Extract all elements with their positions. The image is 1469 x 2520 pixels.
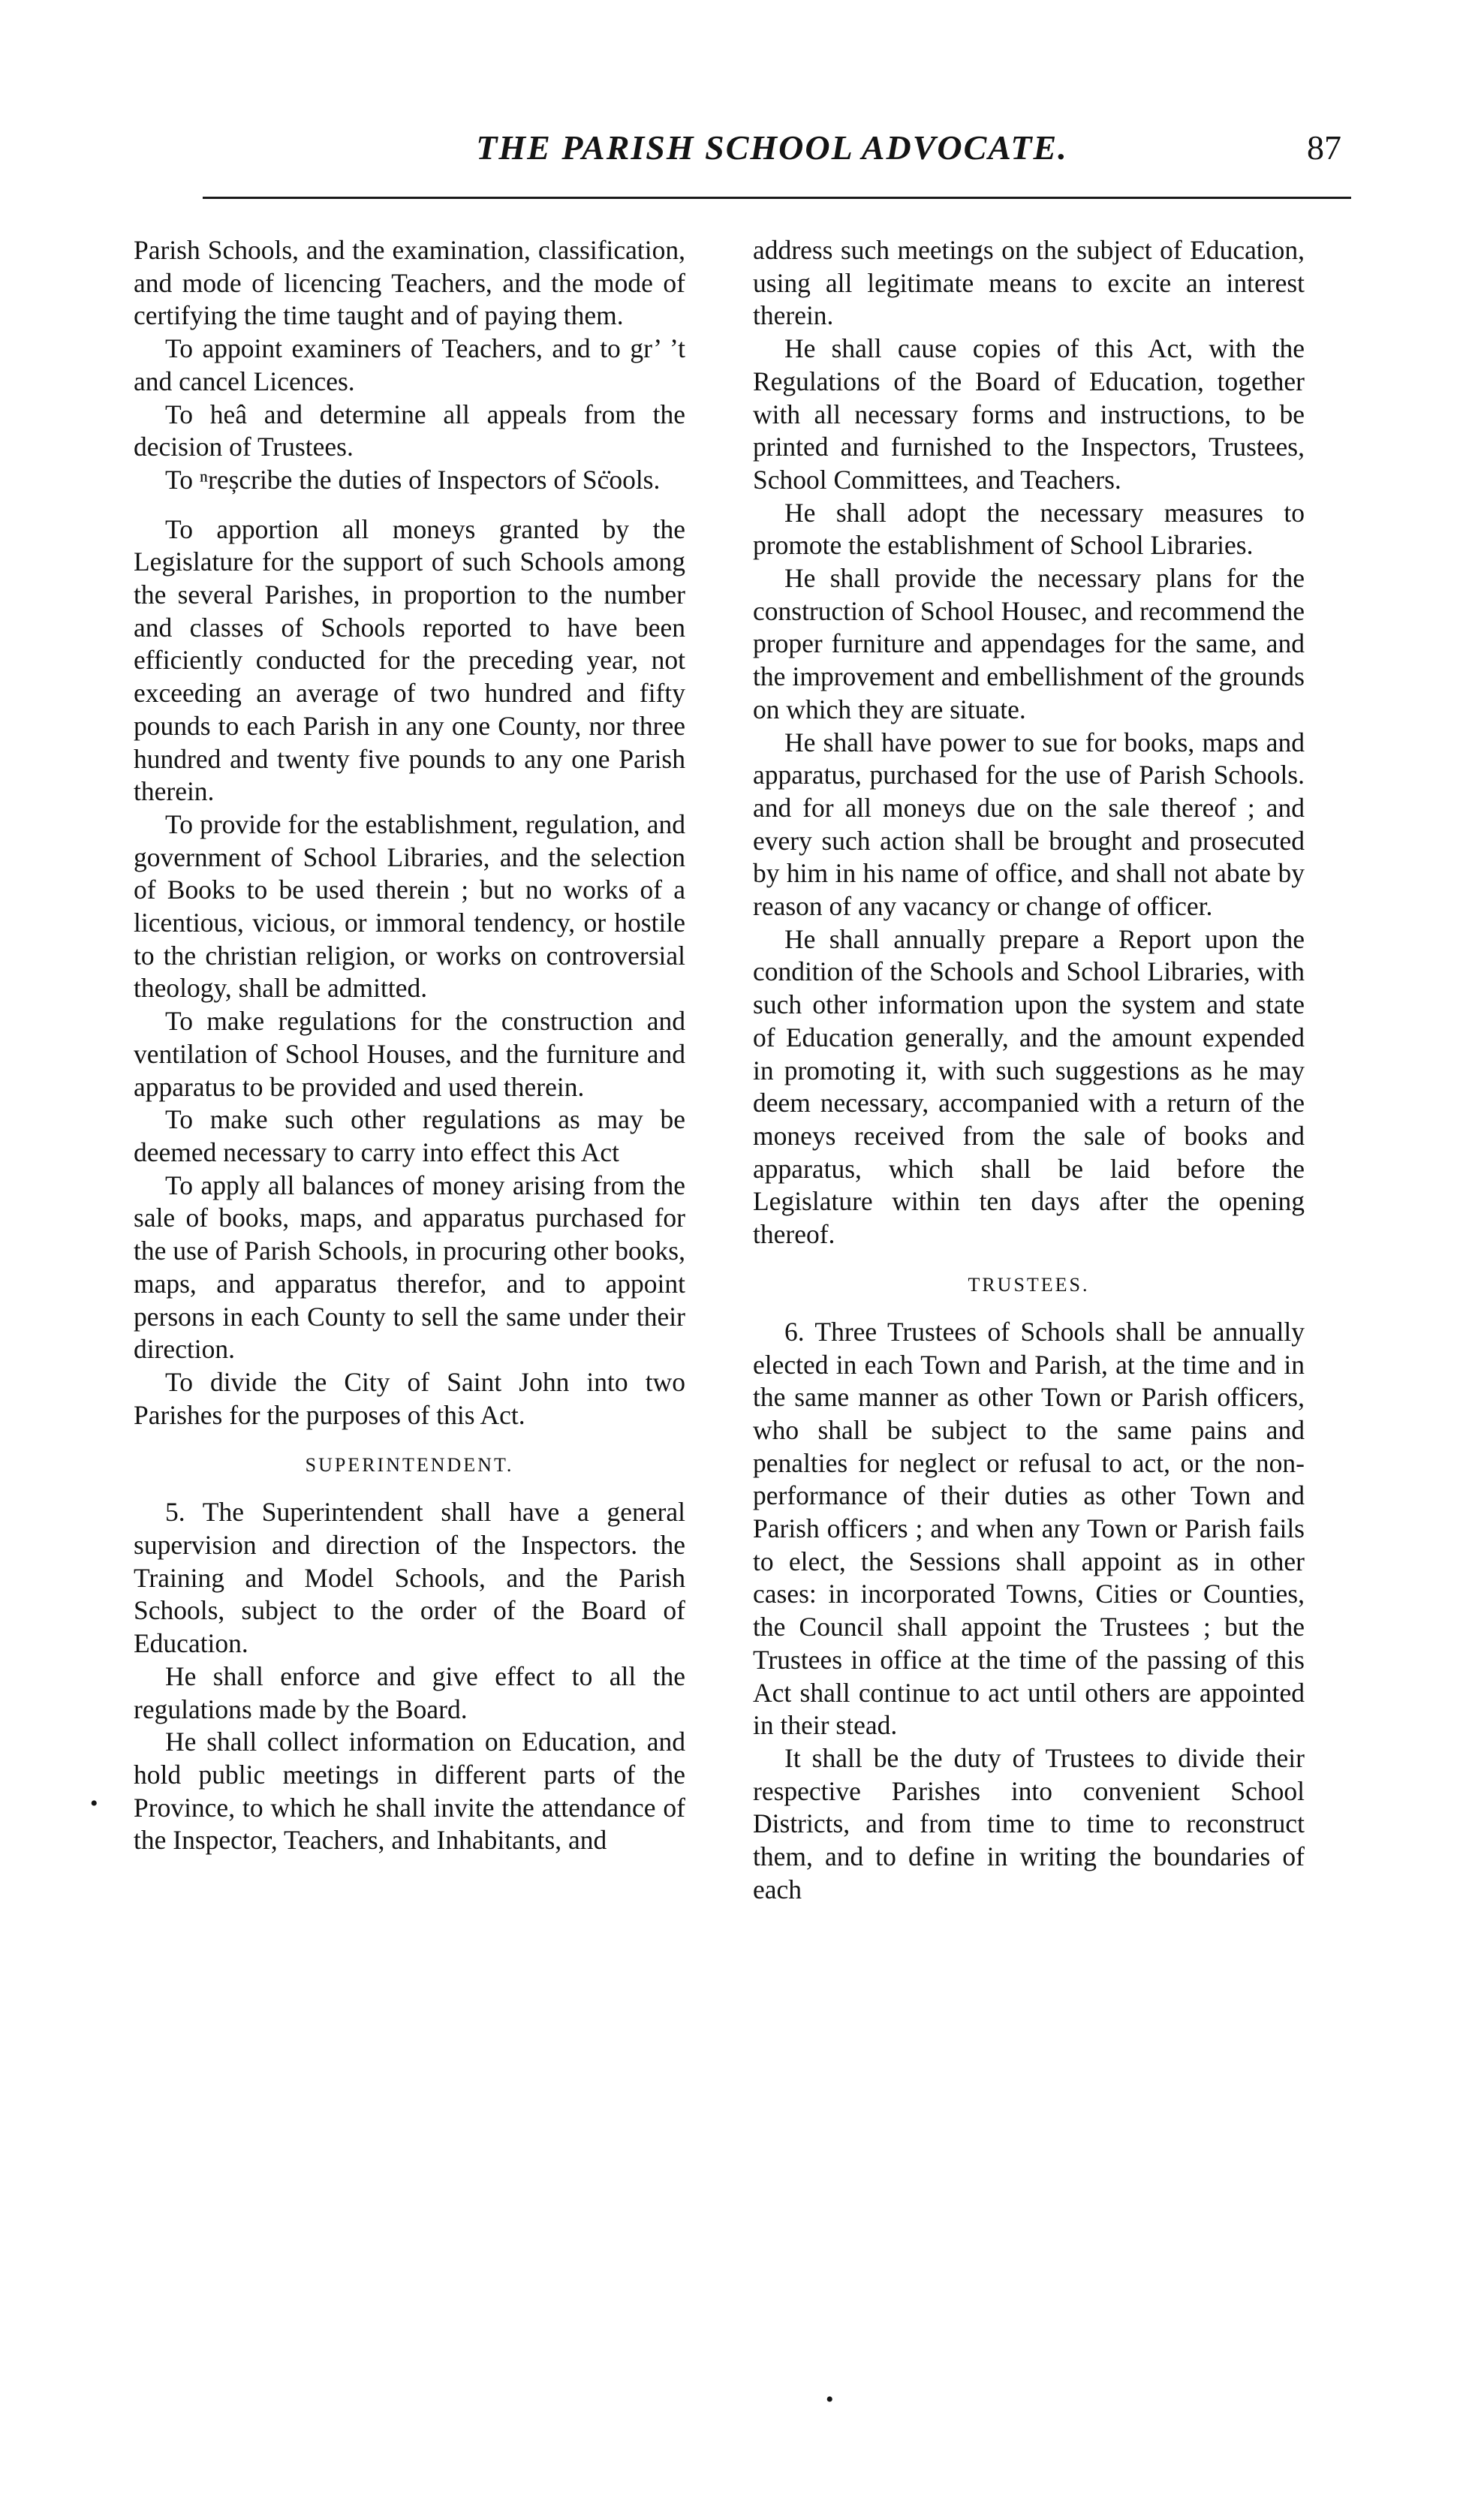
paragraph: He shall adopt the necessary measures to promote the establishment of School Libraries. xyxy=(753,497,1305,561)
running-head xyxy=(203,128,1341,180)
paragraph: 6. Three Trustees of Schools shall be annually elected in each Town and Parish, at the time and in the same manner as other Town or Parish officers, who shall be subject to the same pains and penalties for neglect or refusal to act, or the non-performance of their duties as other Town and Parish officers ; and when any Town or Parish fails to elect, the Sessions shall appoint as in other cases: in incorporated Towns, Cities or Counties, the Council shall appoint the Trustees ; but the Trustees in office at the time of the passing of this Act shall continue to act until others are appointed in their stead. xyxy=(753,1316,1305,1741)
section-heading-superintendent: SUPERINTENDENT. xyxy=(305,1454,514,1477)
section-heading-trustees: TRUSTEES. xyxy=(968,1273,1090,1296)
paragraph: To divide the City of Saint John into two Parishes for the purposes of this Act. xyxy=(134,1366,685,1430)
paragraph: To make such other regulations as may be deemed necessary to carry into effect this Act xyxy=(134,1104,685,1167)
paragraph: He shall annually prepare a Report upon the condition of the Schools and School Libraries, with such other information upon the system and state of Education generally, and the amount expended in promoting it, with such suggestions as he may deem necessary, accompanied with a return of the moneys received from the sale of books and apparatus, which shall be laid before the Legislature within ten days after the opening thereof. xyxy=(753,923,1305,1250)
stray-dot-mark: • xyxy=(826,2387,834,2412)
paragraph: He shall provide the necessary plans for the construction of School Housec, and recommend the proper furniture and appendages for the same, and the improvement and embellishment of the grounds on which they are situate. xyxy=(753,563,1305,724)
paragraph: He shall enforce and give effect to all the regulations made by the Board. xyxy=(134,1660,685,1724)
margin-bullet-mark: • xyxy=(90,1791,98,1816)
paragraph: He shall collect information on Education, and hold public meetings in different parts of the Province, to which he shall invite the attendance of the Inspector, Teachers, and Inhabitants, and xyxy=(134,1727,685,1856)
paragraph: To make regulations for the construction and ventilation of School Houses, and the furniture and apparatus to be provided and used therein. xyxy=(134,1006,685,1102)
paragraph: It shall be the duty of Trustees to divide their respective Parishes into convenient School Districts, and from time to time to reconstruct them, and to define in writing the boundaries of each xyxy=(753,1742,1305,1904)
paragraph: To heâ and determine all appeals from the decision of Trustees. xyxy=(134,399,685,462)
paragraph: 5. The Superintendent shall have a general supervision and direction of the Inspectors. the Training and Model Schools, and the Parish Schools, subject to the order of the Board of Education. xyxy=(134,1497,685,1659)
header-rule xyxy=(203,197,1351,199)
paragraph: To apportion all moneys granted by the Legislature for the support of such Schools among the several Parishes, in proportion to the number and classes of Schools reported to have been efficiently conducted for the preceding year, not exceeding an average of two hundred and fifty pounds to each Parish in any one County, nor three hundred and twenty five pounds to any one Parish therein. xyxy=(134,513,685,807)
paragraph: address such meetings on the subject of Education, using all legitimate means to excite an interest therein. xyxy=(753,235,1305,331)
page-number: 87 xyxy=(1307,128,1341,167)
paragraph: To provide for the establishment, regulation, and government of School Libraries, and the selection of Books to be used therein ; but no works of a licentious, vicious, or immoral tendency, or hostile to the christian religion, or works on controversial theology, shall be admitted. xyxy=(134,808,685,1004)
paragraph: To ⁿreșcribe the duties of Inspectors of Sċ̇ools. xyxy=(165,464,661,495)
right-column xyxy=(753,234,1305,1906)
paragraph: Parish Schools, and the examination, classification, and mode of licencing Teachers, and the mode of certifying the time taught and of paying them. xyxy=(134,235,685,331)
paragraph: He shall cause copies of this Act, with the Regulations of the Board of Education, together with all necessary forms and instructions, to be printed and furnished to the Inspectors, Trustees, School Committees, and Teachers. xyxy=(753,333,1305,495)
running-title: THE PARISH SCHOOL ADVOCATE. xyxy=(476,128,1068,167)
paragraph: To apply all balances of money arising from the sale of books, maps, and apparatus purchased for the use of Parish Schools, in procuring other books, maps, and apparatus therefor, and to appoint persons in each County to sell the same under their direction. xyxy=(134,1170,685,1365)
paragraph: To appoint examiners of Teachers, and to gr’ ’t and cancel Licences. xyxy=(134,333,685,396)
left-column xyxy=(134,234,685,1857)
paragraph: He shall have power to sue for books, maps and apparatus, purchased for the use of Parish Schools. and for all moneys due on the sale thereof ; and every such action shall be brought and prosecuted by him in his name of office, and shall not abate by reason of any vacancy or change of officer. xyxy=(753,727,1305,922)
